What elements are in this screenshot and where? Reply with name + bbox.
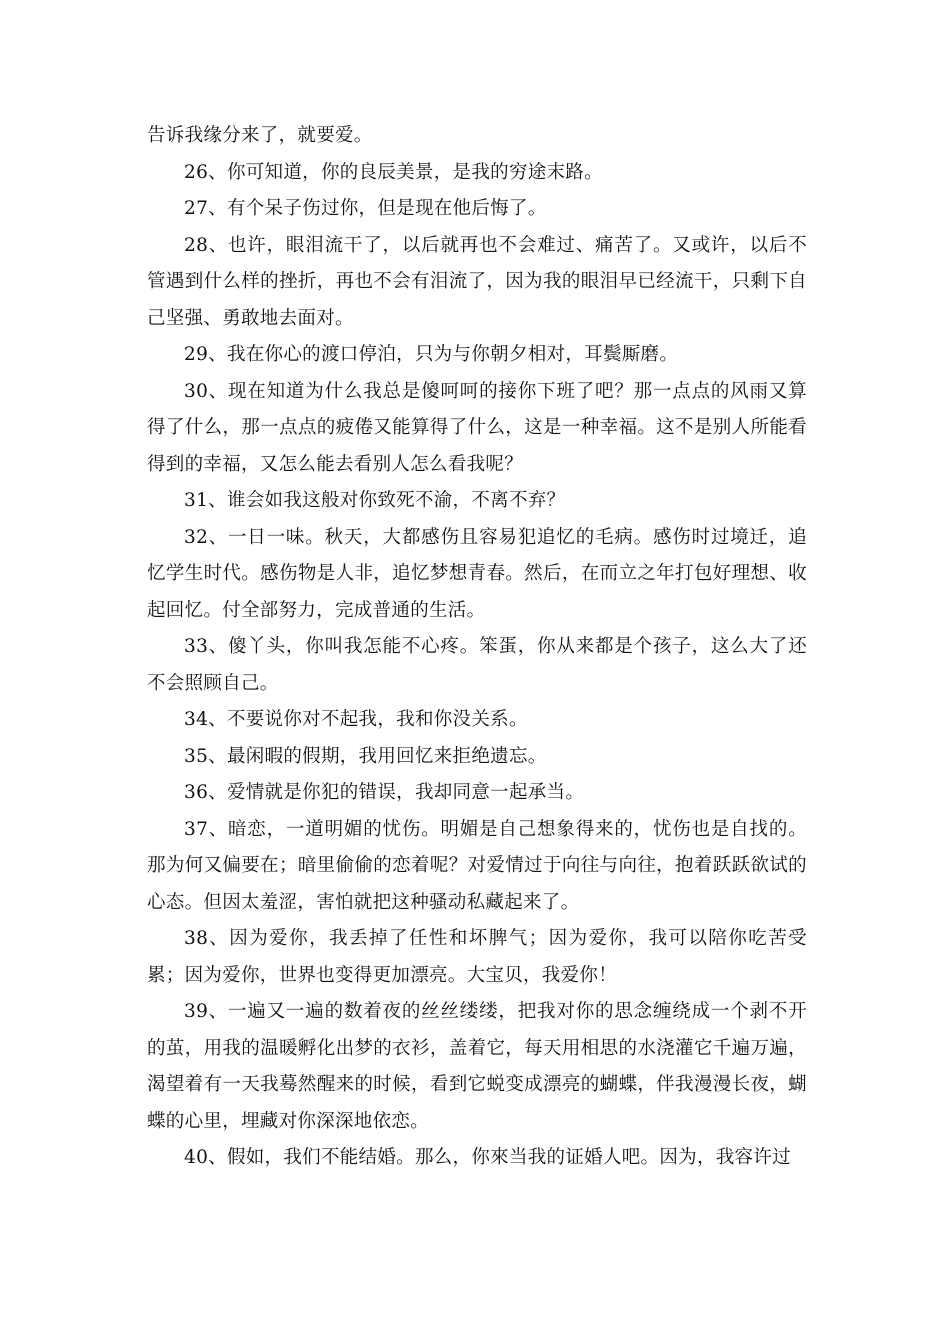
paragraph: 39、一遍又一遍的数着夜的丝丝缕缕，把我对你的思念缠绕成一个剥不开的茧，用我的温暖孵化出梦的衣衫，盖着它，每天用相思的水浇灌它千遍万遍，渴望着有一天我蓦然醒来的时候，看到它蜕变成漂亮的蝴蝶，伴我漫漫长夜，蝴蝶的心里，埋藏对你深深地依恋。 — [147, 1001, 807, 1132]
paragraph: 31、谁会如我这般对你致死不渝，不离不弃？ — [184, 490, 566, 511]
paragraph: 29、我在你心的渡口停泊，只为与你朝夕相对，耳鬓厮磨。 — [184, 344, 679, 365]
paragraph: 30、现在知道为什么我总是傻呵呵的接你下班了吧？那一点点的风雨又算得了什么，那一点点的疲倦又能算得了什么，这是一种幸福。这不是别人所能看得到的幸福，又怎么能去看别人怎么看我呢？ — [147, 380, 807, 475]
paragraph: 32、一日一味。秋天，大都感伤且容易犯追忆的毛病。感伤时过境迁，追忆学生时代。感伤物是人非，追忆梦想青春。然后，在而立之年打包好理想、收起回忆。付全部努力，完成普通的生活。 — [147, 526, 807, 621]
paragraph: 告诉我缘分来了，就要爱。 — [147, 125, 373, 146]
paragraph: 34、不要说你对不起我，我和你没关系。 — [184, 709, 528, 730]
paragraph: 26、你可知道，你的良辰美景，是我的穷途末路。 — [184, 161, 603, 183]
document-body — [147, 118, 807, 1177]
paragraph: 38、因为爱你，我丢掉了任性和坏脾气；因为爱你，我可以陪你吃苦受累；因为爱你，世界也变得更加漂亮。大宝贝，我爱你！ — [147, 928, 807, 986]
paragraph: 33、傻丫头，你叫我怎能不心疼。笨蛋，你从来都是个孩子，这么大了还不会照顾自己。 — [147, 636, 807, 694]
paragraph: 40、假如，我们不能结婚。那么，你來当我的证婚人吧。因为，我容许过 — [184, 1147, 791, 1168]
paragraph: 36、爱情就是你犯的错误，我却同意一起承当。 — [184, 782, 585, 803]
paragraph: 27、有个呆子伤过你，但是现在他后悔了。 — [184, 198, 547, 219]
paragraph: 35、最闲暇的假期，我用回忆来拒绝遗忘。 — [184, 745, 547, 767]
paragraph: 37、暗恋，一道明媚的忧伤。明媚是自己想象得来的，忧伤也是自找的。那为何又偏要在；暗里偷偷的恋着呢？对爱情过于向往与向往，抱着跃跃欲试的心态。但因太羞涩，害怕就把这种骚动私藏起来了。 — [147, 818, 807, 913]
paragraph: 28、也许，眼泪流干了，以后就再也不会难过、痛苦了。又或许，以后不管遇到什么样的挫折，再也不会有泪流了，因为我的眼泪早已经流干，只剩下自己坚强、勇敢地去面对。 — [147, 234, 807, 329]
